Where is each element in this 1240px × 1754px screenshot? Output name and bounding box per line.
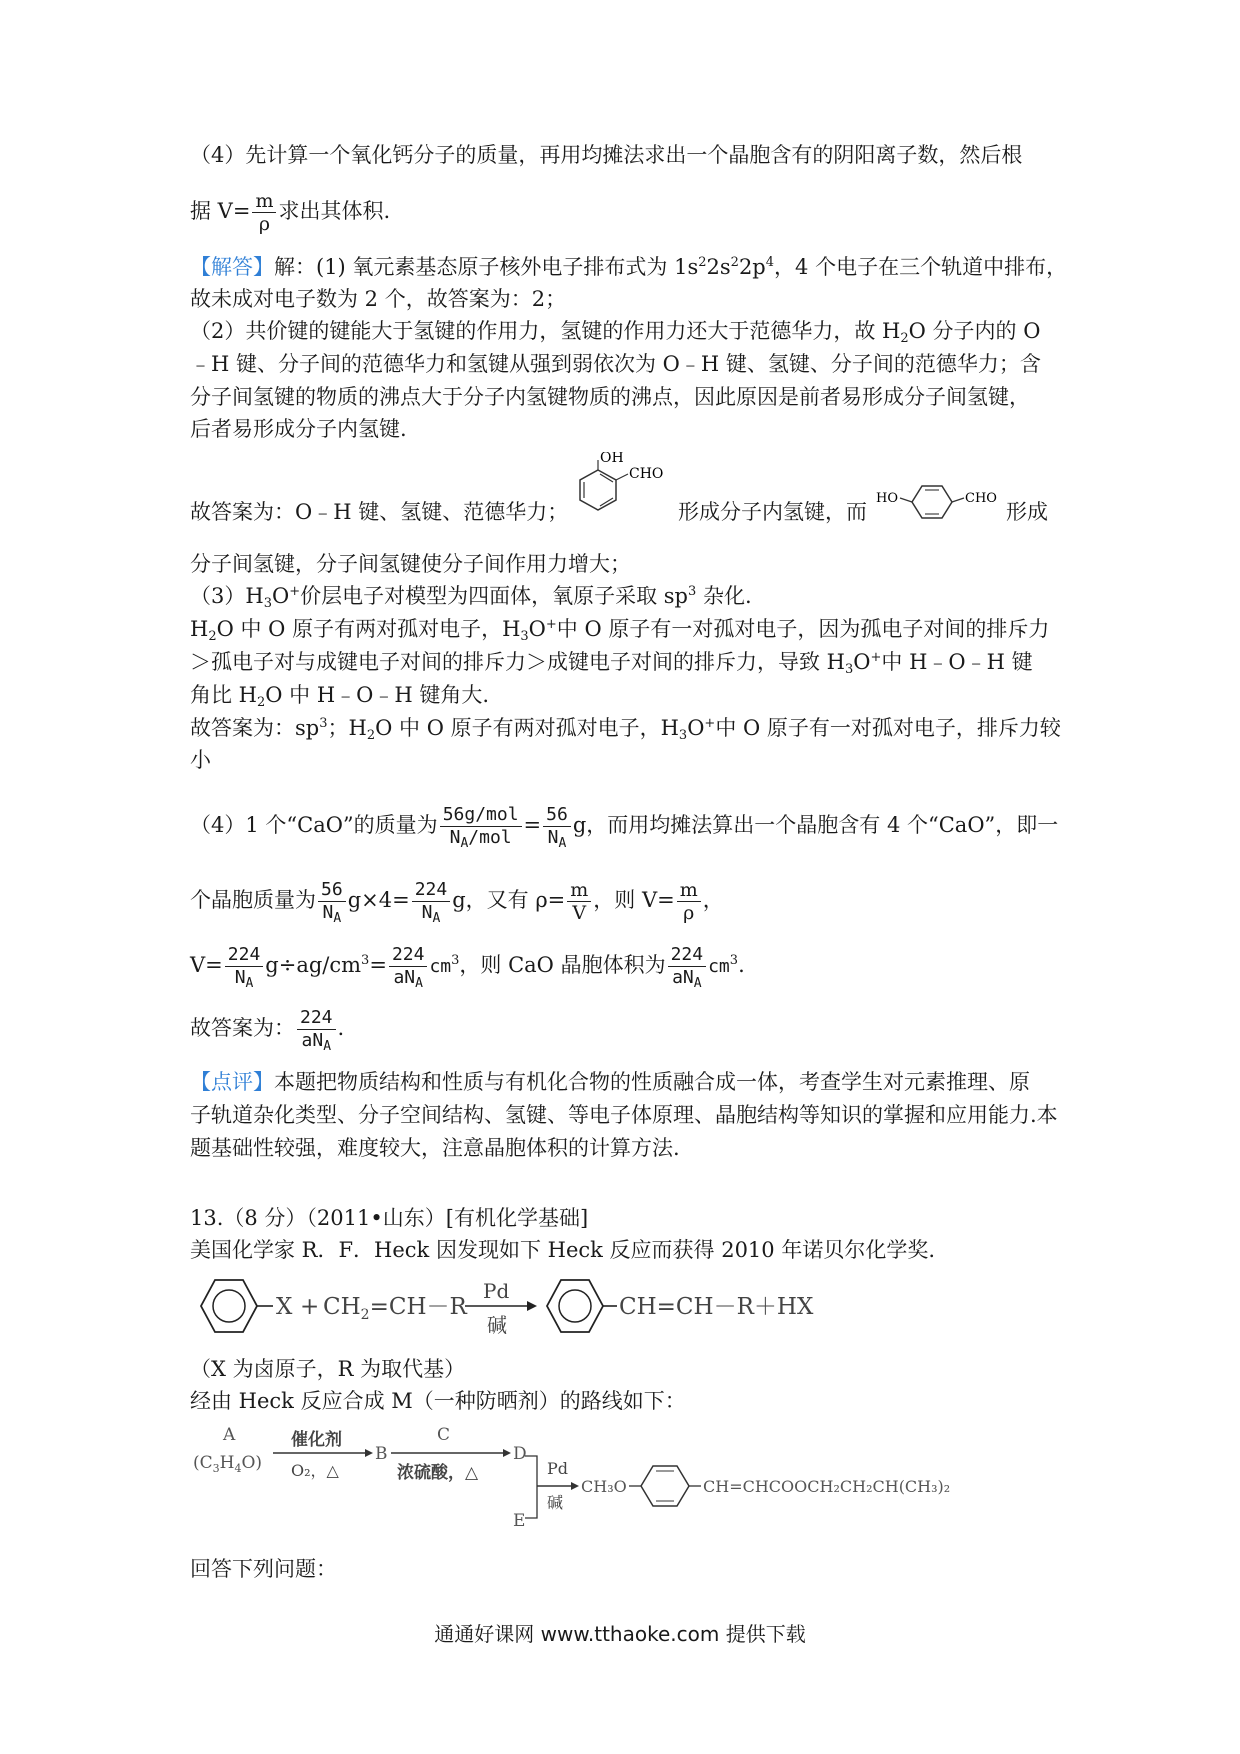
question-13-header [190,1203,588,1233]
product-formula: CH=CH－R＋HX [619,1294,814,1320]
question-text: 美国化学家 R．F．Heck 因发现如下 Heck 反应而获得 2010 年诺贝尔化学奖. [190,1238,936,1262]
review-line-1 [190,1067,1030,1097]
superscript: 3 [688,584,697,599]
superscript: + [870,650,882,665]
superscript: 3 [361,953,370,968]
answer-text: g÷ag/cm [265,953,362,977]
fraction-molar-mass [440,804,522,849]
subscript: A [558,836,567,851]
answer-text: ，则 V= [593,888,675,912]
superscript: 2 [730,255,739,270]
fraction-numerator: 224 [668,944,707,967]
subscript: A [333,911,342,926]
question-text: 回答下列问题： [190,1557,337,1581]
catalyst-pd: Pd [547,1459,569,1478]
oxygen-heat-label: O₂，△ [291,1461,339,1480]
fraction-numerator: 224 [225,944,264,967]
fraction-numerator: 56 [543,804,571,827]
subscript: 3 [845,662,854,677]
benzene-ring [201,1280,257,1332]
base-label: 碱 [487,1313,507,1337]
fraction-numerator: m [252,190,276,213]
subscript: 3 [212,1462,220,1475]
compound-b: B [375,1444,388,1464]
heck-reaction-scheme [185,1270,975,1346]
denominator-text: N [322,902,334,923]
benzene-ring [547,1280,603,1332]
fraction-denominator: ρ [683,902,695,924]
alkene-formula [323,1294,468,1323]
subscript: 2 [257,695,266,710]
fraction-numerator: 224 [389,944,428,967]
equals-sign: = [523,813,542,837]
acid-heat-label: 浓硫酸，△ [397,1463,479,1483]
answer-text: 个晶胞质量为 [190,888,316,912]
answer-text: O 中 O 原子有两对孤对电子，H [216,617,521,641]
hint-line-2 [190,190,390,235]
answer-text: H [190,617,209,641]
subscript: 2 [360,1307,370,1323]
answer-text: 故答案为： [190,1016,295,1040]
question-13-intro [190,1235,935,1265]
fraction-denominator [297,1030,336,1052]
fraction-denominator [225,967,264,989]
subscript: A [415,976,423,991]
note-text: （X 为卤原子，R 为取代基） [190,1357,466,1381]
answer-text: 价层电子对模型为四面体，氧原子采取 sp [300,584,688,608]
answer-3-line-5 [190,713,1061,743]
footer-text: 通通好课网 www.tthaoke.com 提供下载 [434,1622,806,1646]
review-line-2 [190,1100,1058,1130]
base-label: 碱 [547,1493,564,1512]
answer-text: ，4 个电子在三个轨道中排布， [774,255,1068,279]
answer-text: （2）共价键的键能大于氢键的作用力，氢键的作用力还大于范德华力，故 H [190,319,901,343]
answer-text: g，而用均摊法算出一个晶胞含有 4 个“CaO”，即一 [572,813,1059,837]
unit-cm: cm [429,956,452,977]
answer-text: 后者易形成分子内氢键. [190,417,407,441]
review-text: 子轨道杂化类型、分子空间结构、氢键、等电子体原理、晶胞结构等知识的掌握和应用能力.本 [190,1103,1058,1127]
answer-text: 中 O 原子有一对孤对电子，因为孤电子对间的排斥力 [556,617,1050,641]
subscript: A [323,1039,332,1054]
fraction-denominator [318,902,346,924]
answer-3-line-4 [190,680,489,710]
fraction-numerator: 56 [318,879,346,902]
answer-text: O 中 H﹣O﹣H 键角大. [265,683,490,707]
fraction-numerator: m [567,879,591,902]
answer-1-line-1 [190,252,1067,282]
answer-1-line-2 [190,284,566,314]
unit-cm: cm [708,956,730,977]
answer-text: 2s [706,255,731,279]
subscript: A [245,976,254,991]
answer-text: 2p [738,255,766,279]
answer-2-line-5-end [1006,497,1048,527]
answer-text: 中 H﹣O﹣H 键 [881,650,1033,674]
review-line-3 [190,1133,680,1163]
answer-text: （4）1 个“CaO”的质量为 [190,813,438,837]
denominator-text: aN [301,1030,324,1051]
fraction-224-over-ana [668,944,707,989]
denominator-text: aN [672,967,694,988]
answer-text: 故未成对电子数为 2 个，故答案为：2； [190,287,567,311]
merge-bracket [525,1456,537,1518]
denominator-text: N [421,902,433,923]
answer-4-line-4 [190,998,344,1058]
superscript: + [545,617,557,632]
answer-2-line-3 [190,382,1030,412]
salicylaldehyde-structure [568,452,678,522]
fraction-denominator [389,967,428,989]
superscript: + [704,716,716,731]
subscript: 2 [366,728,376,743]
answer-text: ，则 CaO 晶胞体积为 [459,953,666,977]
fraction-m-over-rho [252,190,276,235]
answer-3-line-2 [190,614,1049,644]
denominator-text: /mol [468,827,512,848]
answer-2-line-2 [190,349,1041,379]
superscript: 3 [319,716,328,731]
route-intro [190,1386,686,1416]
fraction-denominator [543,827,571,849]
answer-3-line-3 [190,647,1033,677]
fraction-numerator: 224 [297,1007,336,1030]
answer-3-line-1 [190,581,752,611]
hint-text: （4）先计算一个氧化钙分子的质量，再用均摊法求出一个晶胞含有的阴阳离子数，然后根 [190,143,1023,167]
answer-text: O [853,650,871,674]
answer-4-line-1 [190,795,1058,855]
compound-e: E [513,1511,526,1531]
answer-text: 分子间氢键的物质的沸点大于分子内氢键物质的沸点，因此原因是前者易形成分子间氢键， [190,385,1030,409]
hint-line-1 [190,140,1022,170]
superscript: 2 [698,255,707,270]
answer-text: O [687,716,705,740]
answer-text: 小 [190,748,211,772]
answer-2-line-6 [190,549,631,579]
substituent-note [190,1354,465,1384]
arrow-head [503,1449,511,1457]
answer-text: O [271,584,290,608]
denominator-text: aN [393,967,416,988]
fraction-56-over-na [318,879,346,924]
alkene-text: =CH－R [369,1294,467,1320]
review-text: 题基础性较强，难度较大，注意晶胞体积的计算方法. [190,1136,680,1160]
fraction-224-over-ana [297,1007,336,1052]
subscript: 3 [678,728,688,743]
subscript: 3 [520,629,529,644]
fraction-224-over-ana [389,944,428,989]
answer-text: . [337,1016,345,1040]
answer-text: 故答案为：O﹣H 键、氢键、范德华力； [190,500,569,524]
formula-part: O) [241,1453,263,1473]
fraction-224-over-na [412,879,451,924]
fraction-numerator: 224 [412,879,451,902]
fraction-denominator: V [572,902,587,924]
cho-group-label: CHO [629,466,664,482]
answer-2-line-5-mid [678,497,867,527]
answer-4-line-2 [190,870,724,930]
fraction-numerator: m [677,879,701,902]
question-text: 经由 Heck 反应合成 M（一种防晒剂）的路线如下： [190,1389,686,1413]
answer-text: ＞孤电子对与成键电子对间的排斥力＞成键电子对间的排斥力，导致 H [190,650,845,674]
answer-text: V= [190,953,223,977]
ch2-text: CH [323,1294,361,1320]
answer-text: . [738,953,745,977]
answer-text: 解：(1) 氧元素基态原子核外电子排布式为 1s [274,255,699,279]
formula-part: H [219,1453,235,1473]
answer-text: 中 O 原子有一对孤对电子，排斥力较 [715,716,1061,740]
hint-text: 据 V= [190,199,251,223]
subscript: 2 [900,331,909,346]
answer-text: O 分子内的 O [908,319,1041,343]
subscript: A [460,836,469,851]
ho-group-label: HO [876,491,898,506]
catalyst-pd: Pd [483,1279,510,1303]
fraction-denominator [668,967,707,989]
answer-4-line-3 [190,935,745,997]
ester-side-chain: CH=CHCOOCH₂CH₂CH(CH₃)₂ [703,1477,951,1496]
answer-2-line-1 [190,316,1040,346]
answer-text: g，又有 ρ= [452,888,566,912]
compound-d: D [513,1444,527,1464]
answer-text: ﹣H 键、分子间的范德华力和氢键从强到弱依次为 O﹣H 键、氢键、分子间的范德华力；含 [190,352,1041,376]
fraction-m-over-v [567,879,591,924]
cho-group-label: CHO [965,491,997,506]
formula-part: (C [193,1453,213,1473]
fraction-224-over-na [225,944,264,989]
superscript: 4 [765,255,775,270]
fraction-denominator: ρ [258,213,271,235]
superscript: 3 [729,953,739,968]
arrow-head [527,1301,537,1311]
subscript: 4 [234,1462,242,1475]
hint-text: 求出其体积. [278,199,391,223]
subscript: 2 [208,629,217,644]
compound-a-formula [193,1453,262,1475]
compound-a: A [223,1425,236,1445]
superscript: 3 [451,953,460,968]
aromatic-circle [559,1290,591,1322]
questions-prompt [190,1554,337,1584]
fraction-numerator: 56g/mol [440,804,522,827]
answer-text: 形成分子内氢键，而 [678,500,867,524]
answer-text: g×4= [347,888,410,912]
subscript: 3 [263,596,272,611]
review-tag: 【点评】 [190,1070,274,1094]
synthesis-route-scheme [185,1418,1065,1538]
answer-text: O [528,617,546,641]
page-footer [0,1618,1240,1647]
p-hydroxybenzaldehyde-structure [876,480,1006,524]
superscript: + [289,584,301,599]
answer-2-line-4 [190,414,407,444]
answer-text: 杂化. [696,584,752,608]
methoxy-group: CH₃O [581,1477,627,1496]
benzene-ring [641,1466,689,1506]
answer-2-line-5 [190,497,568,527]
answer-text: 分子间氢键，分子间氢键使分子间作用力增大； [190,552,631,576]
answer-text: 故答案为：sp [190,716,320,740]
answer-text: （3）H [190,584,264,608]
answer-text: 形成 [1006,500,1048,524]
subscript: A [432,911,441,926]
fraction-denominator [440,827,522,849]
subscript: A [693,976,702,991]
denominator-text: N [449,827,461,848]
answer-3-line-6 [190,745,211,775]
question-header: 13.（8 分）（2011•山东）[有机化学基础] [190,1206,589,1230]
review-text: 本题把物质结构和性质与有机化合物的性质融合成一体，考查学生对元素推理、原 [274,1070,1030,1094]
denominator-text: N [234,967,246,988]
fraction-denominator [412,902,451,924]
plus-sign: + [300,1294,320,1320]
aromatic-circle [213,1290,245,1322]
answer-tag: 【解答】 [190,255,274,279]
answer-text: 角比 H [190,683,257,707]
fraction-56-over-na [543,804,571,849]
denominator-text: N [547,827,559,848]
answer-text: O 中 O 原子有两对孤对电子，H [375,716,679,740]
oh-group-label: OH [600,452,624,466]
catalyst-label: 催化剂 [291,1430,342,1450]
fraction-m-over-rho [677,879,701,924]
arrow-head [571,1482,579,1490]
arrow-head [365,1449,373,1457]
compound-c: C [437,1425,451,1445]
answer-text: ， [702,888,724,912]
halogen-x: X [276,1294,293,1320]
equals-sign: = [369,953,387,977]
answer-text: ；H [327,716,367,740]
